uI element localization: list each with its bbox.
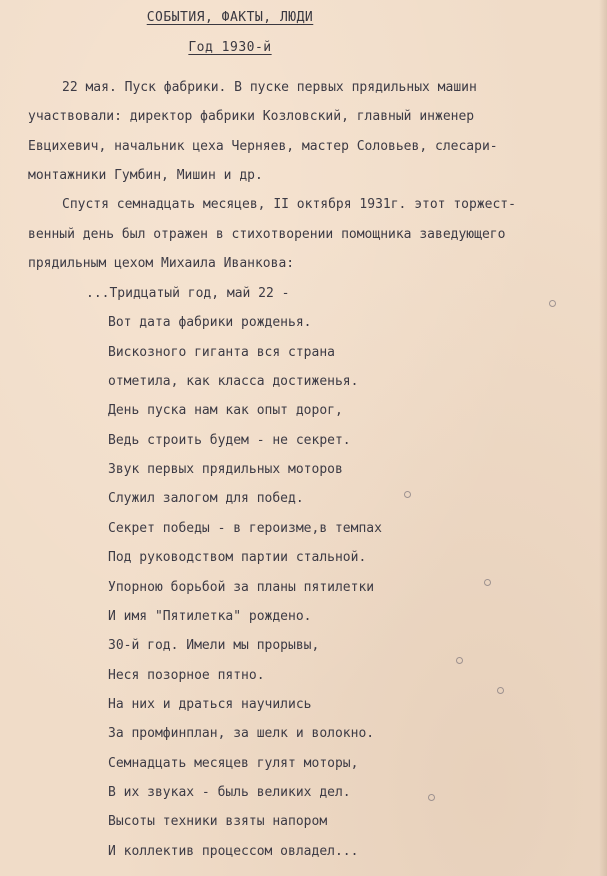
- paragraph-line: монтажники Гумбин, Мишин и др.: [28, 168, 263, 183]
- poem-line: Упорною борьбой за планы пятилетки: [108, 580, 375, 595]
- poem-line: Звук первых прядильных моторов: [108, 462, 343, 477]
- poem-line: Под руководством партии стальной.: [108, 550, 367, 565]
- poem-line: 30-й год. Имели мы прорывы,: [108, 638, 320, 653]
- poem-line: И коллектив процессом овладел...: [108, 844, 359, 859]
- paragraph-line: венный день был отражен в стихотворении помощника заведующего: [28, 227, 506, 242]
- paragraph-line: 22 мая. Пуск фабрики. В пуске первых прядильных машин: [62, 80, 477, 95]
- paper-edge-shadow: [599, 0, 607, 876]
- poem-line: За промфинплан, за шелк и волокно.: [108, 726, 375, 741]
- poem-line: Служил залогом для побед.: [108, 491, 304, 506]
- document-heading-title: СОБЫТИЯ, ФАКТЫ, ЛЮДИ: [146, 10, 314, 25]
- poem-line: ...Тридцатый год, май 22 -: [86, 286, 290, 301]
- poem-line: На них и драться научились: [108, 697, 312, 712]
- poem-line: Секрет победы - в героизме,в темпах: [108, 521, 382, 536]
- poem-line: Неся позорное пятно.: [108, 668, 265, 683]
- paragraph-line: участвовали: директор фабрики Козловский, главный инженер: [28, 109, 475, 124]
- poem-line: В их звуках - быль великих дел.: [108, 785, 351, 800]
- poem-line: Вот дата фабрики рожденья.: [108, 315, 312, 330]
- poem-line: День пуска нам как опыт дорог,: [108, 403, 343, 418]
- paper-speck: [456, 657, 463, 664]
- paper-speck: [549, 300, 556, 307]
- paper-speck: [497, 687, 504, 694]
- poem-line: И имя "Пятилетка" рождено.: [108, 609, 312, 624]
- document-heading-year: Год 1930-й: [188, 40, 272, 55]
- paragraph-line: прядильным цехом Михаила Иванкова:: [28, 256, 295, 271]
- paragraph-line: Спустя семнадцать месяцев, II октября 1931г. этот торжест-: [62, 197, 516, 212]
- paragraph-line: Евцихевич, начальник цеха Черняев, мастер Соловьев, слесари-: [28, 139, 498, 154]
- paper-speck: [404, 491, 411, 498]
- poem-line: Ведь строить будем - не секрет.: [108, 433, 351, 448]
- paper-speck: [428, 794, 435, 801]
- poem-line: Вискозного гиганта вся страна: [108, 345, 335, 360]
- poem-line: Семнадцать месяцев гулят моторы,: [108, 756, 359, 771]
- poem-line: отметила, как класса достиженья.: [108, 374, 359, 389]
- paper-speck: [484, 579, 491, 586]
- poem-line: Высоты техники взяты напором: [108, 814, 328, 829]
